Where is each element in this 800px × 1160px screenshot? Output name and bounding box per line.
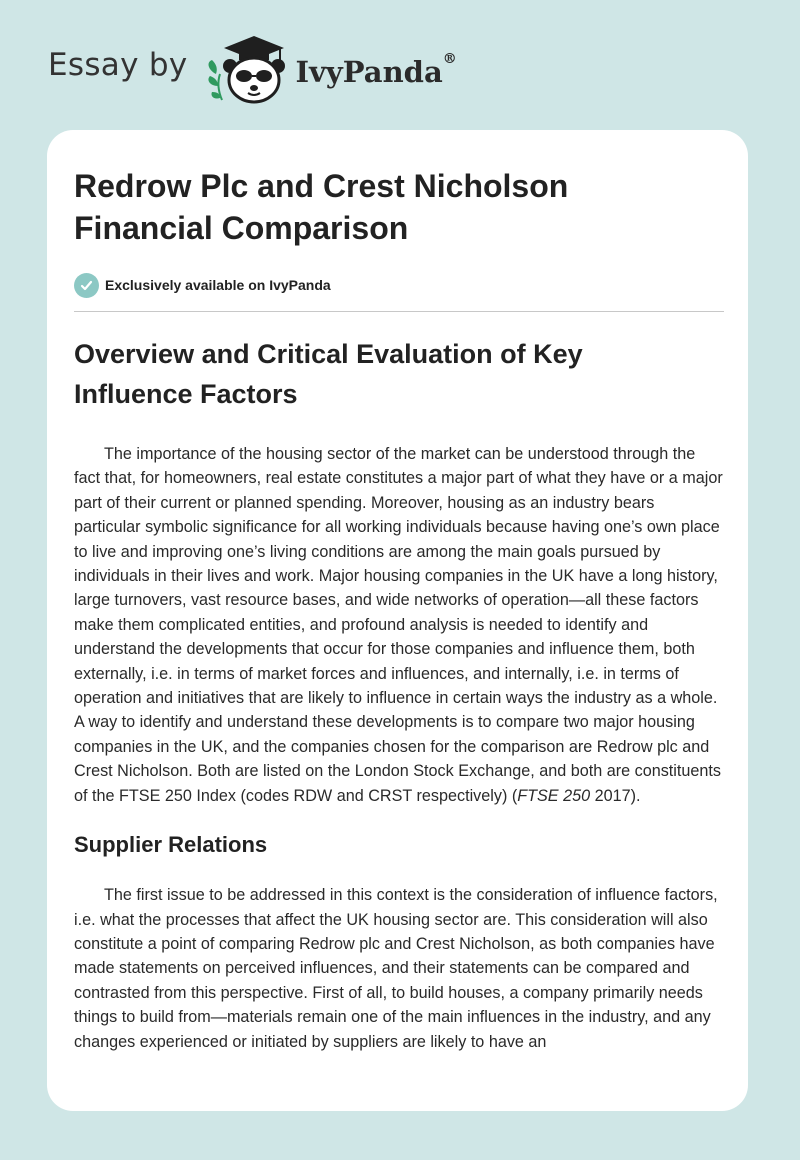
- paragraph-overview-text: The importance of the housing sector of the market can be understood through the fact that, for homeowners, real estate constitutes a major part of what they have or a major part of their current or planned spending. Moreover, housing as an industry bears particular symbolic significance for all working individuals because having one’s own place to live and improving one’s living conditions are among the main goals pursued by individuals in their lives and work. Major housing companies in the UK have a long history, large turnovers, vast resource bases, and wide networks of operation—all these factors make them complicated entities, and profound analysis is needed to identify and understand the developments that occur for those companies and influence them, both externally, i.e. in terms of market forces and influences, and internally, i.e. in terms of operation and initiatives that are likely to influence in certain ways the industry as a whole. A way to identify and understand these developments is to compare two major housing companies in the UK, and the companies chosen for the comparison are Redrow plc and Crest Nicholson. Both are listed on the London Stock Exchange, and both are constituents of the FTSE 250 Index (codes RDW and CRST respectively): [74, 445, 723, 805]
- paragraph-overview: [74, 442, 724, 808]
- registered-mark: ®: [442, 51, 457, 67]
- citation-rest: 2017).: [590, 786, 641, 805]
- essay-by-label: Essay by: [48, 47, 188, 83]
- exclusive-badge: [74, 271, 724, 299]
- paragraph-supplier-relations: The first issue to be addressed in this context is the consideration of influence factors, i.e. what the processes that affect the UK housing sector are. This consideration will also constitute a point of comparing Redrow plc and Crest Nicholson, as both companies have made statements on perceived influences, and their statements can be compared and contrasted from this perspective. First of all, to build houses, a company primarily needs things to build from—materials remain one of the main influences in the industry, and any changes experienced or initiated by suppliers are likely to have an: [74, 886, 718, 1051]
- title-divider: [74, 311, 724, 312]
- article-card: [47, 130, 748, 1111]
- article-title-line-1: Redrow Plc and Crest Nicholson: [74, 168, 569, 204]
- citation-open: (: [511, 786, 518, 805]
- section-heading-overview: [74, 334, 724, 414]
- section-heading-overview-line-2: Influence Factors: [74, 379, 298, 409]
- article-title: [74, 165, 724, 249]
- exclusive-label: Exclusively available on IvyPanda: [105, 277, 331, 293]
- article-title-line-2: Financial Comparison: [74, 210, 409, 246]
- section-heading-overview-line-1: Overview and Critical Evaluation of Key: [74, 339, 583, 369]
- citation-source: FTSE 250: [517, 786, 591, 805]
- article-body: [74, 165, 724, 1054]
- section-heading-supplier-relations: Supplier Relations: [74, 832, 268, 858]
- brand-text[interactable]: IvyPanda: [295, 55, 443, 89]
- ivypanda-logo-icon[interactable]: [202, 30, 292, 110]
- site-header: [48, 30, 457, 110]
- brand-name[interactable]: [295, 51, 457, 89]
- check-icon: [74, 273, 99, 298]
